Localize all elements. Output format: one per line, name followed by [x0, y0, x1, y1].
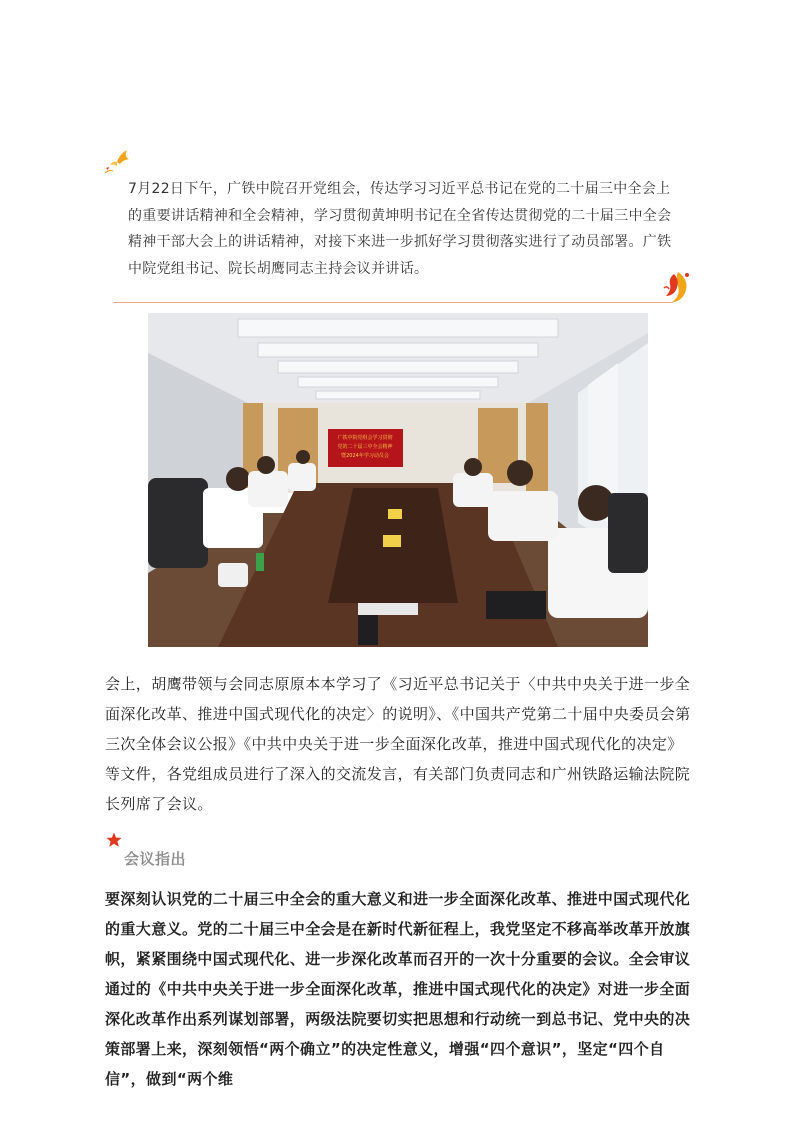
meeting-photo [148, 313, 648, 647]
banner-line-1: 广铁中院党组会学习贯彻 [337, 435, 393, 441]
intro-paragraph: 7月22日下午，广铁中院召开党组会，传达学习习近平总书记在党的二十届三中全会上的重要讲话精神和全会精神，学习贯彻黄坤明书记在全省传达贯彻党的二十届三中全会精神干部大会上的讲话精神，对接下来进一步抓好学习贯彻落实进行了动员部署。广铁中院党组书记、院长胡鹰同志主持会议并讲话。 [128, 181, 672, 277]
key-point-paragraph: 要深刻认识党的二十届三中全会的重大意义和进一步全面深化改革、推进中国式现代化的重大意义。党的二十届三中全会是在新时代新征程上，我党坚定不移高举改革开放旗帜，紧紧围绕中国式现代化、进一步深化改革而召开的一次十分重要的会议。全会审议通过的《中共中央关于进一步全面深化改革，推进中国式现代化的决定》对进一步全面深化改革作出系列谋划部署，两级法院要切实把思想和行动统一到总书记、党中央的决策部署上来，深刻领悟“两个确立”的决定性意义，增强“四个意识”，坚定“四个自信”，做到“两个维 [105, 890, 691, 1088]
meeting-paragraph: 会上，胡鹰带领与会同志原原本本学习了《习近平总书记关于〈中共中央关于进一步全面深化改革、推进中国式现代化的决定〉的说明》、《中国共产党第二十届中央委员会第三次全体会议公报》《中共中央关于进一步全面深化改革，推进中国式现代化的决定》等文件，各党组成员进行了深入的交流发言，有关部门负责同志和广州铁路运输法院院长列席了会议。 [105, 675, 691, 813]
banner-line-3: 暨2024年学习动员会 [341, 453, 389, 459]
section-title: 会议指出 [124, 850, 187, 868]
banner-line-2: 党的二十届三中全会精神 [337, 444, 393, 450]
intro-divider [113, 302, 673, 303]
dove-icon [103, 148, 133, 176]
flag-ribbon-icon [660, 268, 694, 304]
red-star-icon [106, 832, 122, 848]
